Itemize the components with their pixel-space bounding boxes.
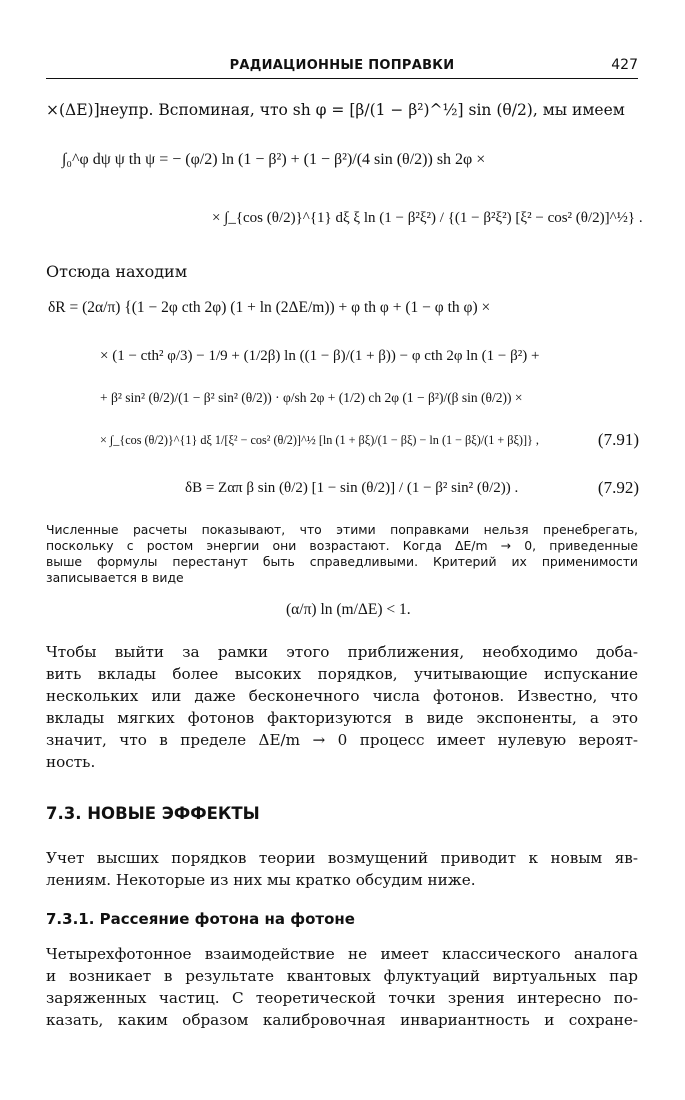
running-header <box>46 54 638 79</box>
paragraph-line: Учет высших порядков теории возмущений приводит к новым яв- <box>46 849 638 867</box>
paragraph-line: вить вклады более высоких порядков, учитывающие испускание <box>46 665 638 683</box>
equation-integral-line-1: ∫₀^φ dψ ψ th ψ = − (φ/2) ln (1 − β²) + (1 − β²)/(4 sin (θ/2)) sh 2φ × <box>62 151 486 168</box>
paragraph-line: казать, каким образом калибровочная инвариантность и сохране- <box>46 1011 638 1029</box>
small-print-line: выше формулы перестанут быть справедливыми. Критерий их применимости <box>46 554 638 569</box>
section-heading: 7.3. НОВЫЕ ЭФФЕКТЫ <box>46 804 260 823</box>
paragraph-line: лениям. Некоторые из них мы кратко обсудим ниже. <box>46 871 476 889</box>
criterion-formula: (α/π) ln (m/ΔE) < 1. <box>286 601 411 618</box>
subsection-heading: 7.3.1. Рассеяние фотона на фотоне <box>46 910 355 928</box>
paragraph-line: нескольких или даже бесконечного числа фотонов. Известно, что <box>46 687 638 705</box>
paragraph-line: заряженных частиц. С теоретической точки зрения интересно по- <box>46 989 638 1007</box>
equation-integral-line-2: × ∫_{cos (θ/2)}^{1} dξ ξ ln (1 − β²ξ²) / {(1 − β²ξ²) [ξ² − cos² (θ/2)]^½} . <box>212 210 643 226</box>
paragraph-line: вклады мягких фотонов факторизуются в виде экспоненты, а это <box>46 709 638 727</box>
otsyuda-line: Отсюда находим <box>46 262 188 281</box>
paragraph-line: ность. <box>46 753 96 771</box>
paragraph-line: значит, что в пределе ΔE/m → 0 процесс имеет нулевую вероят- <box>46 731 638 749</box>
equation-delta-r-line-1: δR = (2α/π) {(1 − 2φ cth 2φ) (1 + ln (2ΔE/m)) + φ th φ + (1 − φ th φ) × <box>48 299 491 316</box>
equation-number-7-91: (7.91) <box>597 430 639 449</box>
equation-number-7-92: (7.92) <box>597 478 639 497</box>
small-print-line: поскольку с ростом энергии они возрастают. Когда ΔE/m → 0, приведенные <box>46 538 638 553</box>
running-title: РАДИАЦИОННЫЕ ПОПРАВКИ <box>229 58 455 73</box>
page-number: 427 <box>611 57 638 73</box>
small-print-line: записывается в виде <box>46 570 184 585</box>
equation-delta-r-line-3: + β² sin² (θ/2)/(1 − β² sin² (θ/2)) · φ/sh 2φ + (1/2) ch 2φ (1 − β²)/(β sin (θ/2)) × <box>100 390 523 405</box>
paragraph-line: Чтобы выйти за рамки этого приближения, необходимо доба- <box>46 643 638 661</box>
intro-line: ×(ΔE)]неупр. Вспоминая, что sh φ = [β/(1 − β²)^½] sin (θ/2), мы имеем <box>46 101 625 119</box>
small-print-line: Численные расчеты показывают, что этими поправками нельзя пренебрегать, <box>46 522 638 537</box>
paragraph-line: и возникает в результате квантовых флуктуаций виртуальных пар <box>46 967 638 985</box>
equation-delta-b: δB = Zαπ β sin (θ/2) [1 − sin (θ/2)] / (1 − β² sin² (θ/2)) . <box>185 480 519 496</box>
equation-delta-r-line-4: × ∫_{cos (θ/2)}^{1} dξ 1/[ξ² − cos² (θ/2)]^½ [ln (1 + βξ)/(1 − βξ) − ln (1 − βξ)/(1 + βξ)]} , <box>100 433 539 447</box>
paragraph-line: Четырехфотонное взаимодействие не имеет классического аналога <box>46 945 638 963</box>
equation-delta-r-line-2: × (1 − cth² φ/3) − 1/9 + (1/2β) ln ((1 − β)/(1 + β)) − φ cth 2φ ln (1 − β²) + <box>100 348 540 364</box>
